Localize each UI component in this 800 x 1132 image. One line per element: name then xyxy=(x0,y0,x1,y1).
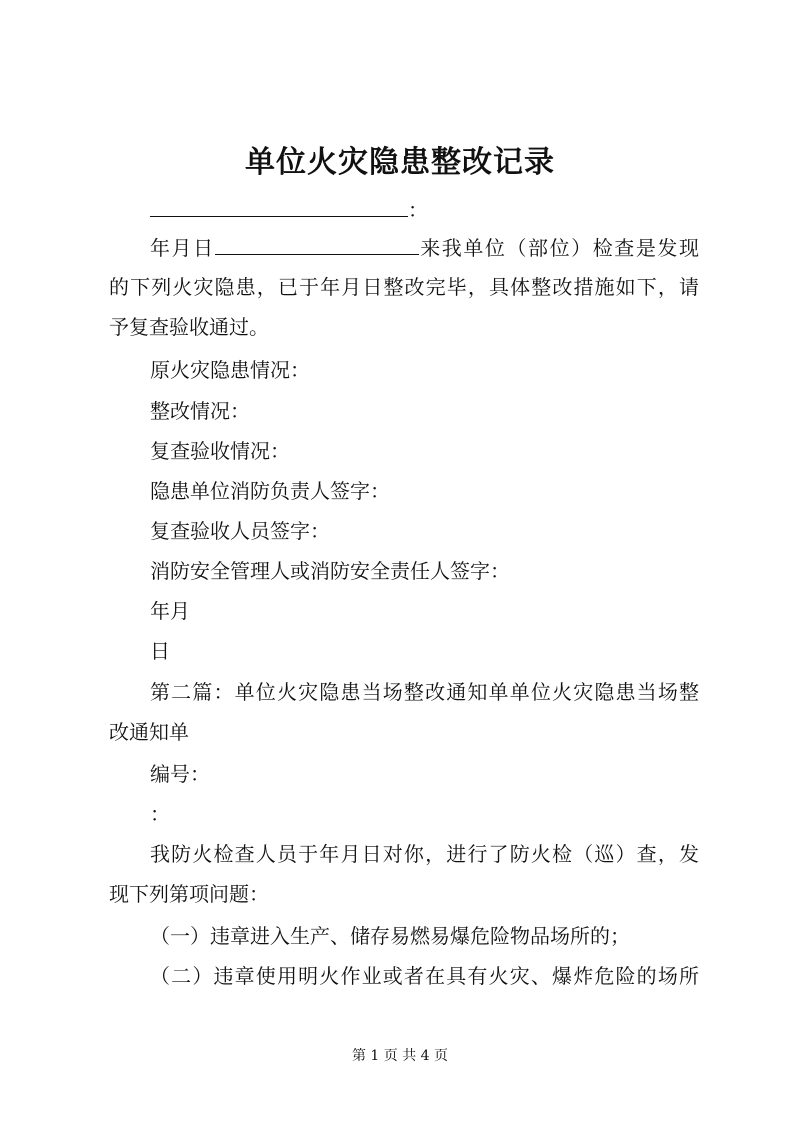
document-title: 单位火灾隐患整改记录 xyxy=(245,145,555,180)
unit-signature-label: 隐患单位消防负责人签字： xyxy=(150,479,390,503)
item-2: （二）违章使用明火作业或者在具有火灾、爆炸危险的场所 xyxy=(150,964,699,988)
number-label: 编号： xyxy=(150,762,210,786)
paragraph-1-line-3: 予复查验收通过。 xyxy=(109,315,269,339)
page-footer: 第 1 页 共 4 页 xyxy=(351,1048,449,1064)
chapter-2-heading-line-2: 改通知单 xyxy=(109,720,189,744)
date-year-month: 年月 xyxy=(150,599,190,623)
manager-signature-label: 消防安全管理人或消防安全责任人签字： xyxy=(150,559,510,583)
paragraph-1-line-1 xyxy=(150,234,699,262)
reviewer-signature-label: 复查验收人员签字： xyxy=(150,519,330,543)
date-day: 日 xyxy=(150,639,170,663)
paragraph-1-line-2: 的下列火灾隐患，已于年月日整改完毕，具体整改措施如下，请 xyxy=(109,275,699,299)
paragraph-2-line-1: 我防火检查人员于年月日对你，进行了防火检（巡）查，发 xyxy=(150,842,699,866)
para1-suffix: 来我单位（部位）检查是发现 xyxy=(418,236,699,260)
addressee-blank xyxy=(150,196,408,217)
rectification-label: 整改情况： xyxy=(150,399,250,423)
chapter-2-heading-line-1: 第二篇：单位火灾隐患当场整改通知单单位火灾隐患当场整 xyxy=(150,680,699,704)
review-acceptance-label: 复查验收情况： xyxy=(150,439,290,463)
original-hazard-label: 原火灾隐患情况： xyxy=(150,358,310,382)
colon-line: ： xyxy=(150,802,170,826)
paragraph-2-line-2: 现下列第项问题： xyxy=(109,882,269,906)
para1-prefix: 年月日 xyxy=(150,236,215,260)
item-1: （一）违章进入生产、储存易燃易爆危险物品场所的； xyxy=(150,924,630,948)
addressee-line xyxy=(150,196,699,224)
date-blank xyxy=(215,234,419,255)
addressee-colon: ： xyxy=(408,198,428,222)
